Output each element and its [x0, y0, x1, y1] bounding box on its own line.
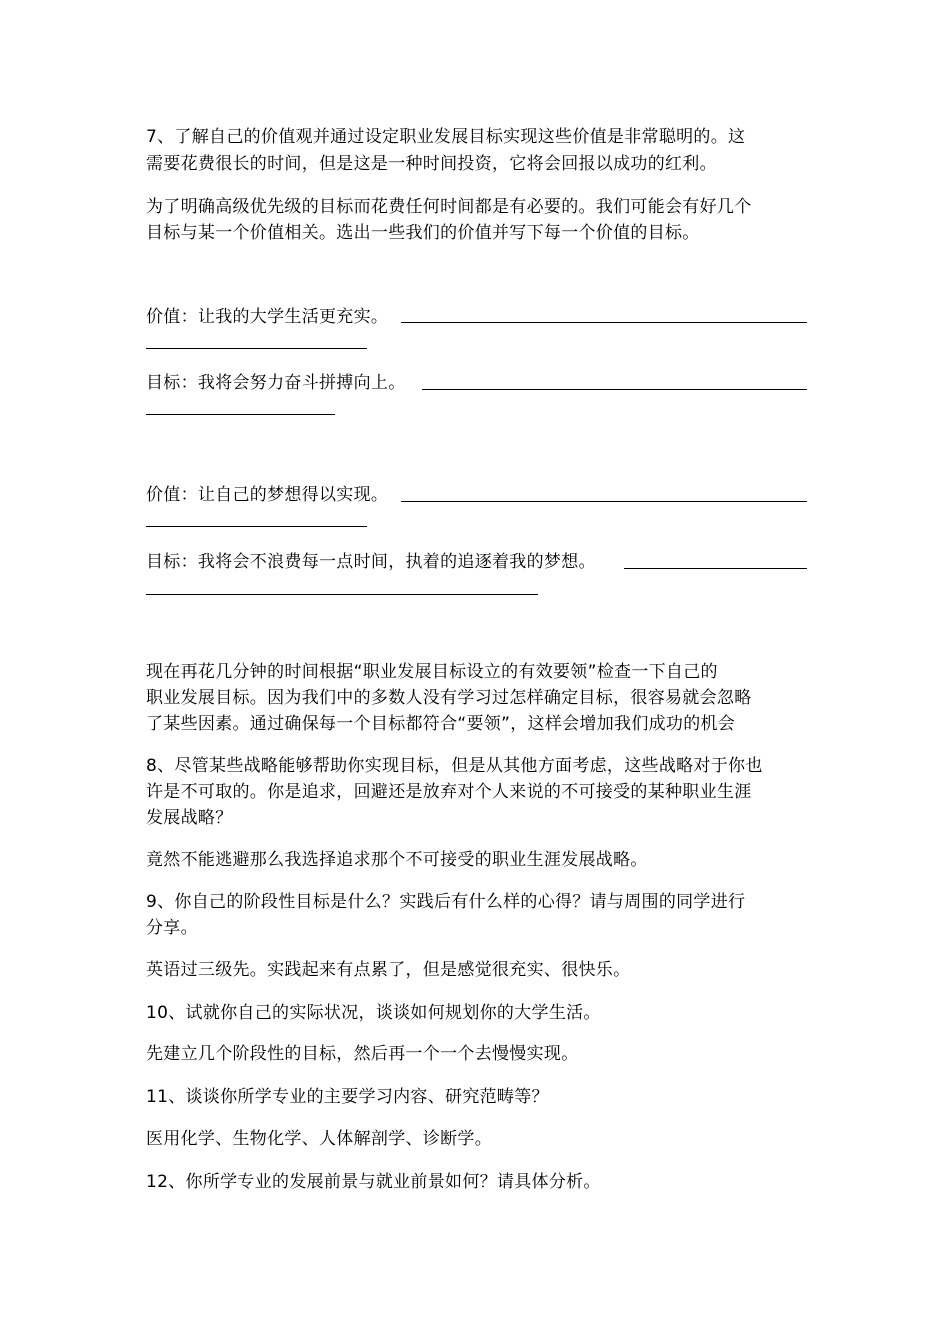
- goal-label-1: 目标：我将会努力奋斗拼搏向上。: [146, 373, 406, 393]
- goal-blank-2b[interactable]: [146, 594, 538, 595]
- value-blank-1b[interactable]: [146, 348, 367, 349]
- goal-blank-2a[interactable]: [624, 568, 807, 569]
- goal-blank-1b[interactable]: [146, 414, 335, 415]
- q8-line-2: 许是不可取的。你是追求，回避还是放弃对个人来说的不可接受的某种职业生涯: [146, 782, 752, 802]
- q12-line-1: 12、你所学专业的发展前景与就业前景如何？请具体分析。: [146, 1172, 601, 1192]
- q8-answer: 竟然不能逃避那么我选择追求那个不可接受的职业生涯发展战略。: [146, 850, 648, 870]
- value-blank-1a[interactable]: [401, 322, 807, 323]
- q11-line-1: 11、谈谈你所学专业的主要学习内容、研究范畴等？: [146, 1087, 549, 1107]
- value-blank-2a[interactable]: [401, 501, 807, 502]
- q9-line-2: 分享。: [146, 918, 198, 938]
- review-line-3: 了某些因素。通过确保每一个目标都符合“要领”，这样会增加我们成功的机会: [146, 714, 736, 734]
- q8-line-1: 8、尽管某些战略能够帮助你实现目标，但是从其他方面考虑，这些战略对于你也: [146, 756, 763, 776]
- review-line-1: 现在再花几分钟的时间根据“职业发展目标设立的有效要领”检查一下自己的: [146, 662, 718, 682]
- q7-line-2: 需要花费很长的时间，但是这是一种时间投资，它将会回报以成功的红利。: [146, 154, 717, 174]
- goal-label-2: 目标：我将会不浪费每一点时间，执着的追逐着我的梦想。: [146, 552, 596, 572]
- q8-line-3: 发展战略？: [146, 808, 233, 828]
- intro-line-2: 目标与某一个价值相关。选出一些我们的价值并写下每一个价值的目标。: [146, 223, 700, 243]
- review-line-2: 职业发展目标。因为我们中的多数人没有学习过怎样确定目标，很容易就会忽略: [146, 688, 752, 708]
- value-blank-2b[interactable]: [146, 526, 367, 527]
- q11-answer: 医用化学、生物化学、人体解剖学、诊断学。: [146, 1129, 492, 1149]
- q9-line-1: 9、你自己的阶段性目标是什么？实践后有什么样的心得？请与周围的同学进行: [146, 892, 746, 912]
- intro-line-1: 为了明确高级优先级的目标而花费任何时间都是有必要的。我们可能会有好几个: [146, 197, 752, 217]
- value-label-2: 价值：让自己的梦想得以实现。: [146, 485, 389, 505]
- q7-line-1: 7、了解自己的价值观并通过设定职业发展目标实现这些价值是非常聪明的。这: [146, 127, 746, 147]
- q10-answer: 先建立几个阶段性的目标，然后再一个一个去慢慢实现。: [146, 1044, 579, 1064]
- q9-answer: 英语过三级先。实践起来有点累了，但是感觉很充实、很快乐。: [146, 960, 631, 980]
- value-label-1: 价值：让我的大学生活更充实。: [146, 307, 389, 327]
- goal-blank-1a[interactable]: [422, 389, 807, 390]
- q10-line-1: 10、试就你自己的实际状况，谈谈如何规划你的大学生活。: [146, 1003, 601, 1023]
